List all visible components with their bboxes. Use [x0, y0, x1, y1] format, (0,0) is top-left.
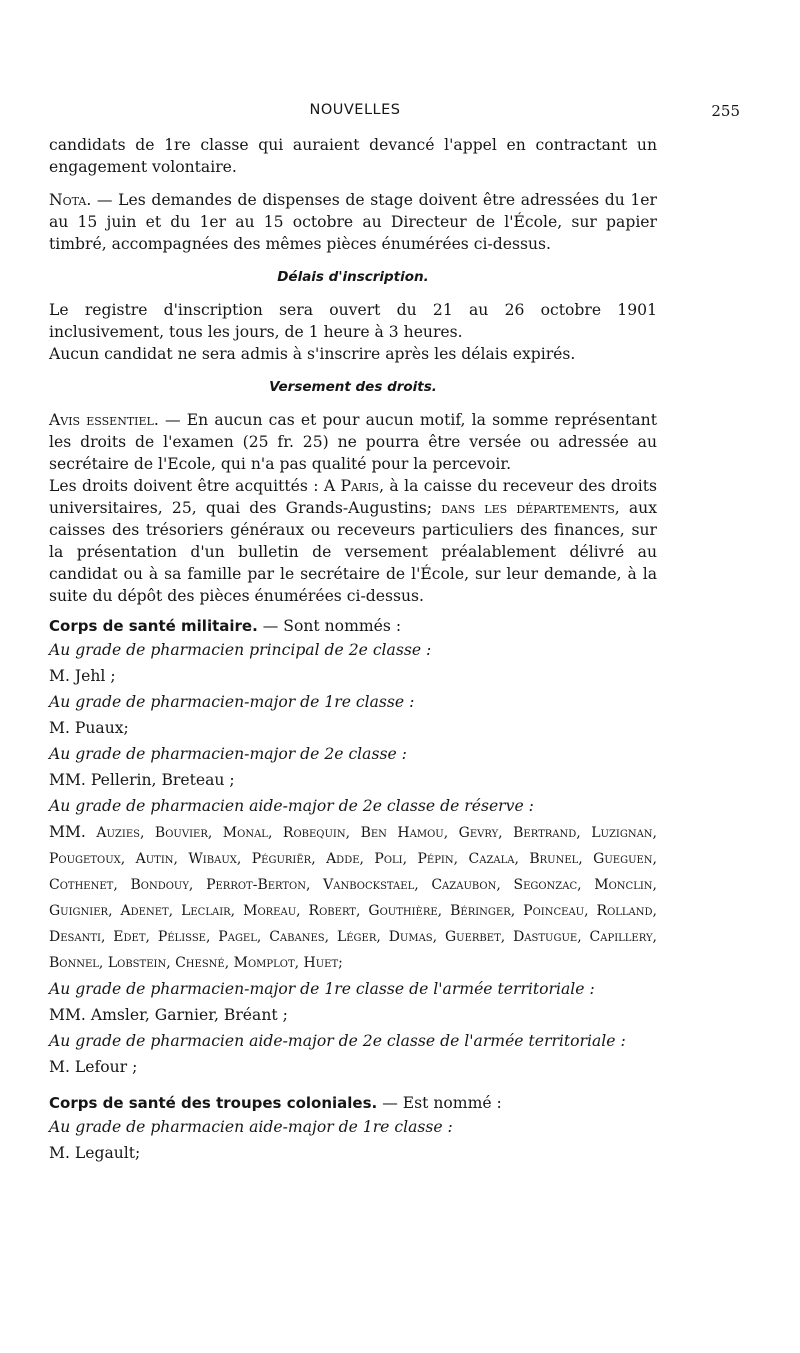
grade-line: Au grade de pharmacien aide-major de 1re classe :	[49, 1118, 453, 1136]
grade-line: Au grade de pharmacien aide-major de 2e classe de réserve :	[49, 797, 534, 815]
names-line: M. Puaux;	[49, 719, 129, 737]
nota-text: — Les demandes de dispenses de stage doivent être adressées du 1er au 15 juin et du 1er au 15 octobre au Directeur de l'École, sur papier timbré, accompagnées des mêmes pièces énumérées ci-dessus.	[49, 191, 657, 253]
section-heading-delais: Délais d'inscription.	[277, 269, 429, 285]
names-line: M. Legault;	[49, 1144, 141, 1162]
grade-line: Au grade de pharmacien principal de 2e classe :	[49, 641, 432, 659]
corps-militaire-heading: Corps de santé militaire. — Sont nommés :	[49, 617, 402, 635]
page-number: 255	[711, 102, 740, 120]
running-head	[50, 102, 740, 124]
paragraph-aucun-candidat: Aucun candidat ne sera admis à s'inscrire après les délais expirés.	[49, 345, 576, 363]
grade-line: Au grade de pharmacien-major de 1re classe :	[49, 693, 415, 711]
avis-lead: Avis essentiel.	[49, 411, 159, 429]
section-heading-versement: Versement des droits.	[269, 379, 437, 395]
body-text	[49, 134, 657, 1166]
names-line: M. Lefour ;	[49, 1058, 138, 1076]
names-line: M. Jehl ;	[49, 667, 116, 685]
grade-line: Au grade de pharmacien-major de 1re classe de l'armée territoriale :	[49, 980, 595, 998]
paragraph-continuation: candidats de 1re classe qui auraient devancé l'appel en contractant un engagement volontaire.	[49, 136, 657, 176]
paragraph-avis	[49, 409, 657, 475]
paragraph-droits: Les droits doivent être acquittés : A Paris, à la caisse du receveur des droits universitaires, 25, quai des Grands-Augustins; dans les départements, aux caisses des trésoriers généraux ou receveurs particuliers des finances, sur la présentation d'un bulletin de versement préalablement délivré au candidat ou à sa famille par le secrétaire de l'École, sur leur demande, à la suite du dépôt des pièces énumérées ci-dessus.	[49, 477, 657, 605]
corps-colonial-heading: Corps de santé des troupes coloniales. — Est nommé :	[49, 1094, 502, 1112]
names-list-reserve: MM. Auzies, Bouvier, Monal, Robequin, Ben Hamou, Gevry, Bertrand, Luzignan, Pougetoux, Autin, Wibaux, Péguriër, Adde, Poli, Pépin, Cazala, Brunel, Gueguen, Cothenet, Bondouy, Perrot-Berton, Vanbockstael, Cazaubon, Segonzac, Monclin, Guignier, Adenet, Leclair, Moreau, Robert, Gouthière, Béringer, Poinceau, Rolland, Desanti, Edet, Pélisse, Pagel, Cabanes, Léger, Dumas, Guerbet, Dastugue, Capillery, Bonnel, Lobstein, Chesné, Momplot, Huet;	[49, 823, 657, 971]
grade-line: Au grade de pharmacien aide-major de 2e classe de l'armée territoriale :	[49, 1032, 626, 1050]
grade-line: Au grade de pharmacien-major de 2e classe :	[49, 745, 407, 763]
corps-militaire-title: Corps de santé militaire.	[49, 617, 258, 635]
nota-lead: Nota.	[49, 191, 92, 209]
corps-colonial-title: Corps de santé des troupes coloniales.	[49, 1094, 378, 1112]
running-head-title: NOUVELLES	[309, 102, 401, 118]
paragraph-nota	[49, 189, 657, 255]
names-line: MM. Pellerin, Breteau ;	[49, 771, 235, 789]
paragraph-registre: Le registre d'inscription sera ouvert du 21 au 26 octobre 1901 inclusivement, tous les jours, de 1 heure à 3 heures.	[49, 301, 657, 341]
avis-text: — En aucun cas et pour aucun motif, la somme représentant les droits de l'examen (25 fr. 25) ne pourra être versée ou adressée au secrétaire de l'Ecole, qui n'a pas qualité pour la percevoir.	[49, 411, 657, 473]
names-line: MM. Amsler, Garnier, Bréant ;	[49, 1006, 288, 1024]
